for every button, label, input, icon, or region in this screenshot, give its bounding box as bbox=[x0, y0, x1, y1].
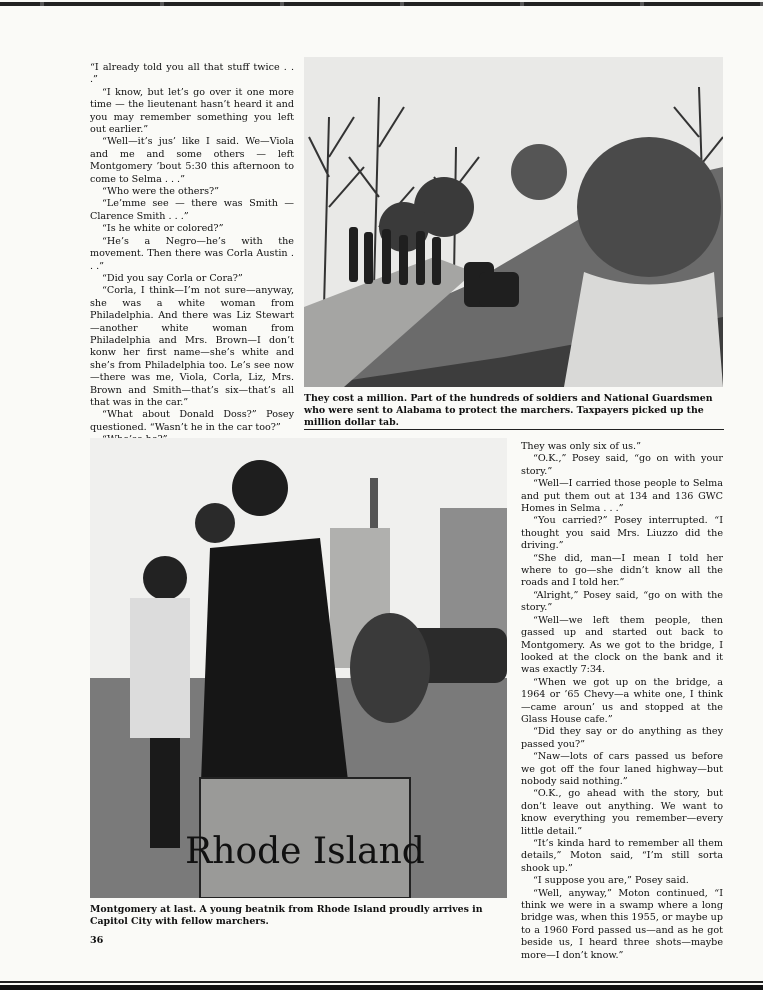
paragraph: They was only six of us.” bbox=[521, 441, 642, 452]
top-border-rule bbox=[0, 2, 763, 6]
paragraph: “Did you say Corla or Cora?” bbox=[102, 272, 243, 284]
paragraph: “Well—we left them people, then gassed up and started out back to Montgomery. As we got to the bridge, I looked at the clock on the bank and it was exactly 7:34. bbox=[521, 614, 723, 676]
page-number: 36 bbox=[90, 935, 104, 946]
paragraph: “Well—I carried those people to Selma and put them out at 134 and 136 GWC Homes in Selma . . .” bbox=[521, 478, 723, 515]
paragraph: “What about Donald Doss?” Posey questioned. “Wasn’t he in the car too?” bbox=[90, 409, 294, 433]
paragraph: “Did they say or do anything as they passed you?” bbox=[521, 726, 723, 750]
sign-text: Rhode Island bbox=[185, 831, 425, 872]
paragraph: “I know, but let’s go over it one more time — the lieutenant hasn’t heard it and you may remember something you left out earlier.” bbox=[90, 86, 294, 136]
paragraph: “He’s a Negro—he’s with the movement. Then there was Corla Austin . . .” bbox=[90, 235, 294, 272]
paragraph: “You carried?” Posey interrupted. “I thought you said Mrs. Liuzzo did the driving.” bbox=[521, 515, 723, 552]
paragraph: “I already told you all that stuff twice . . .” bbox=[90, 62, 294, 86]
paragraph: “O.K.,” Posey said, “go on with your story.” bbox=[521, 453, 723, 477]
paragraph: “Corla, I think—I’m not sure—anyway, she was a white woman from Philadelphia. And there was Liz Stewart—another white woman from Philadelphia and Mrs. Brown—I don’t konw her first name—she’s white and she’s from Philadelphia too. Le’s see now—there was me, Viola, Corla, Liz, Mrs. Brown and Smith—that’s six—that’s all that was in the car.” bbox=[90, 285, 294, 408]
caption-divider bbox=[304, 429, 724, 430]
paragraph: “When we got up on the bridge, a 1964 or ’65 Chevy—a white one, I think—came aroun’ us and stopped at the Glass House cafe.” bbox=[521, 676, 723, 725]
paragraph: “Well, anyway,” Moton continued, “I think we were in a swamp where a long bridge was, when this 1955, or maybe up to a 1960 Ford passed us—and as he got beside us, I heard three shots—maybe more—I don’t know.” bbox=[521, 887, 723, 961]
photo-marchers-illustration bbox=[90, 438, 507, 898]
paragraph: “It’s kinda hard to remember all them details,” Moton said, “I’m still sorta shook up.” bbox=[521, 838, 723, 874]
photo-marchers bbox=[90, 438, 507, 898]
paragraph: “I suppose you are,” Posey said. bbox=[533, 875, 689, 887]
article-column-right bbox=[521, 441, 723, 962]
photo-caption-top: They cost a million. Part of the hundreds of soldiers and National Guardsmen who were sent to Alabama to protect the marchers. Taxpayers picked up the million dollar tab. bbox=[304, 393, 713, 428]
paragraph: “She did, man—I mean I told her where to go—she didn’t know all the roads and I told her.” bbox=[521, 552, 723, 589]
paragraph: “O.K., go ahead with the story, but don’t leave out anything. We want to know everything you remember—every little detail.” bbox=[521, 788, 723, 837]
paragraph: “Well—it’s jus’ like I said. We—Viola and me and some others — left Montgomery ’bout 5:30 this afternoon to come to Selma . . .” bbox=[90, 136, 294, 185]
paragraph: “Is he white or colored?” bbox=[102, 223, 224, 235]
paragraph: “Naw—lots of cars passed us before we got off the four laned highway—but nobody said nothing.” bbox=[521, 751, 723, 787]
bottom-border-rule bbox=[0, 978, 763, 990]
article-column-left bbox=[90, 62, 294, 484]
photo-soldiers-illustration bbox=[304, 57, 723, 387]
paragraph: “Alright,” Posey said, “go on with the story.” bbox=[521, 589, 723, 614]
paragraph: “Le’mme see — there was Smith — Clarence Smith . . .” bbox=[90, 198, 294, 222]
photo-caption-bottom: Montgomery at last. A young beatnik from Rhode Island proudly arrives in Capitol City with fellow marchers. bbox=[90, 904, 483, 927]
paragraph: “Who were the others?” bbox=[102, 186, 220, 198]
photo-soldiers-roadside bbox=[304, 57, 723, 387]
